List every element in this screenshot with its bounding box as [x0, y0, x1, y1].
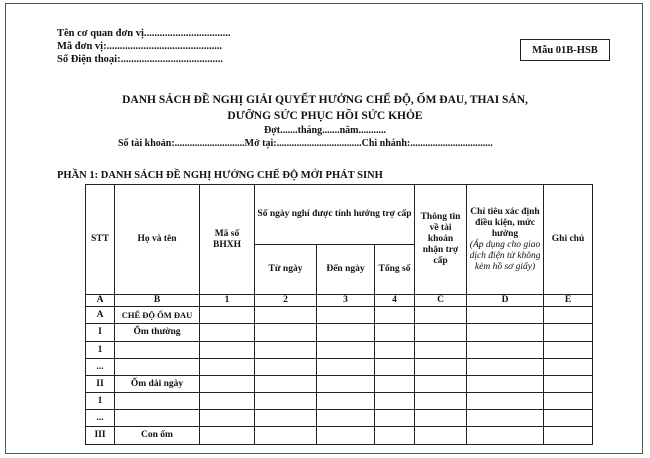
row-name: Ốm thường — [115, 324, 200, 342]
row-stt: 1 — [86, 393, 115, 410]
title-line-1: DANH SÁCH ĐỀ NGHỊ GIẢI QUYẾT HƯỞNG CHẾ ĐỘ, ỐM ĐAU, THAI SẢN, — [122, 94, 528, 106]
col-label: E — [544, 295, 593, 307]
row-stt: ... — [86, 410, 115, 427]
header-days-group: Số ngày nghỉ được tính hưởng trợ cấp — [255, 185, 415, 245]
row-stt: ... — [86, 359, 115, 376]
header-criteria-note: (Áp dụng cho giao dịch điện tử không kèm hồ sơ giấy) — [469, 239, 541, 272]
row-name — [115, 359, 200, 376]
row-stt: II — [86, 376, 115, 393]
col-label: B — [115, 295, 200, 307]
row-stt: 1 — [86, 342, 115, 359]
account-line: Số tài khoản:............................Mở tại:..................................Chi nhánh:................................. — [118, 138, 493, 149]
form-code-box: Mẫu 01B-HSB — [520, 39, 610, 61]
row-name — [115, 393, 200, 410]
benefit-table — [85, 184, 593, 445]
header-criteria — [467, 185, 544, 295]
header-criteria-main: Chỉ tiêu xác định điều kiện, mức hưởng — [470, 206, 540, 239]
row-stt: A — [86, 307, 115, 324]
period-line: Đợt.......tháng.......năm........... — [264, 125, 386, 136]
header-stt: STT — [86, 185, 115, 295]
row-stt: I — [86, 324, 115, 342]
phone-label: Số Điện thoại:....................................... — [57, 54, 223, 65]
unit-code-label: Mã đơn vị:............................................ — [57, 41, 223, 52]
col-label: 2 — [255, 295, 317, 307]
part1-heading: PHẦN 1: DANH SÁCH ĐỀ NGHỊ HƯỞNG CHẾ ĐỘ MỚI PHÁT SINH — [57, 170, 383, 181]
header-from-date: Từ ngày — [255, 245, 317, 295]
col-label: A — [86, 295, 115, 307]
header-notes: Ghi chú — [544, 185, 593, 295]
header-ssn: Mã số BHXH — [200, 185, 255, 295]
title-line-2: DƯỠNG SỨC PHỤC HỒI SỨC KHỎE — [227, 110, 423, 122]
header-account-info: Thông tin về tài khoản nhận trợ cấp — [415, 185, 467, 295]
row-stt: III — [86, 427, 115, 445]
row-name: Con ốm — [115, 427, 200, 445]
col-label: 1 — [200, 295, 255, 307]
col-label: 4 — [375, 295, 415, 307]
header-name: Họ và tên — [115, 185, 200, 295]
col-label: 3 — [317, 295, 375, 307]
row-name: Ốm dài ngày — [115, 376, 200, 393]
col-label: D — [467, 295, 544, 307]
agency-name-label: Tên cơ quan đơn vị................................. — [57, 28, 231, 39]
row-name — [115, 410, 200, 427]
row-name: CHẾ ĐỘ ỐM ĐAU — [115, 307, 200, 324]
header-total: Tổng số — [375, 245, 415, 295]
col-label: C — [415, 295, 467, 307]
row-name — [115, 342, 200, 359]
header-to-date: Đến ngày — [317, 245, 375, 295]
